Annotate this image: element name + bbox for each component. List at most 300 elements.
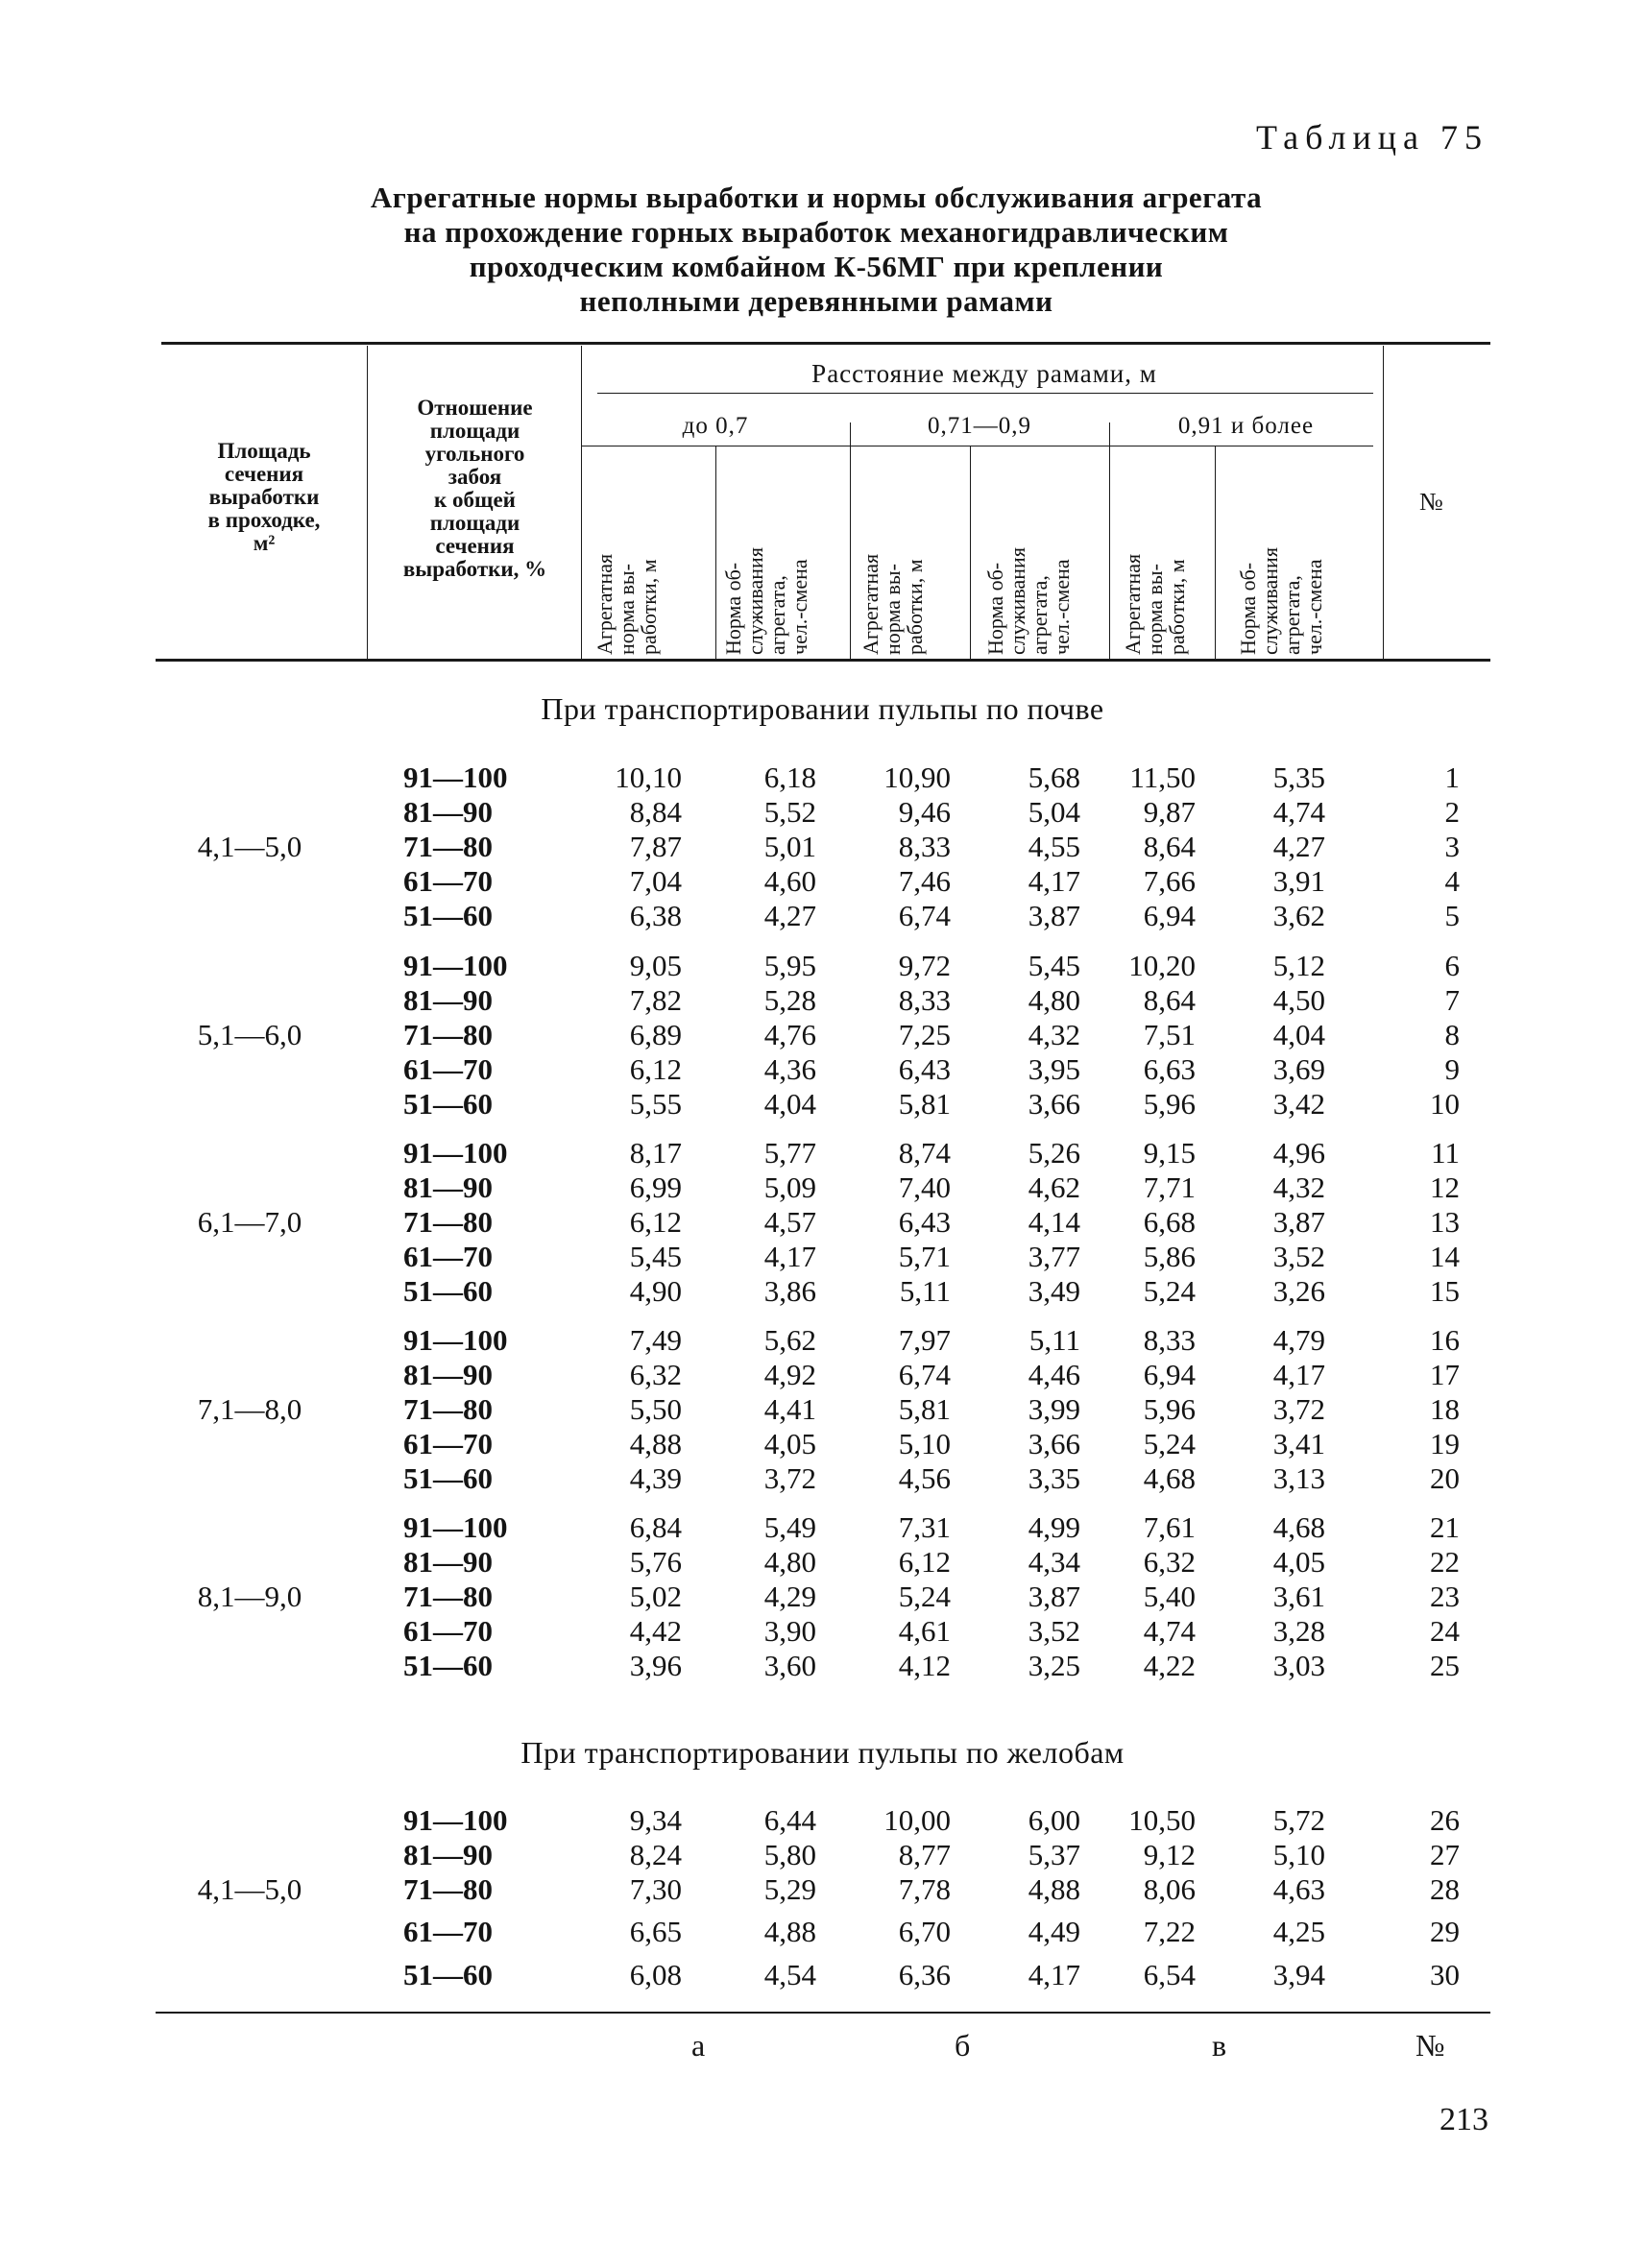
value-cell: 5,09 — [763, 1170, 816, 1204]
value-cell: 3,42 — [1272, 1087, 1325, 1121]
value-cell: 6,43 — [898, 1205, 951, 1239]
value-cell: 3,99 — [1028, 1392, 1080, 1426]
value-cell: 4,55 — [1028, 830, 1080, 863]
value-cell: 7,04 — [629, 864, 682, 898]
table-row — [0, 1838, 1645, 1872]
value-cell: 4,80 — [763, 1545, 816, 1579]
value-cell: 4,49 — [1028, 1915, 1080, 1948]
value-cell: 8,74 — [898, 1136, 951, 1170]
value-cell: 4,76 — [763, 1018, 816, 1051]
row-number-cell: 18 — [1430, 1392, 1460, 1426]
ratio-cell: 51—60 — [403, 899, 493, 932]
value-cell: 5,28 — [763, 983, 816, 1017]
value-cell: 8,06 — [1143, 1872, 1196, 1906]
header-ratio: Отношение площади угольного забоя к общей площади сечения выработки, % — [402, 396, 547, 581]
value-cell: 5,24 — [1143, 1274, 1196, 1308]
value-cell: 4,80 — [1028, 983, 1080, 1017]
title-line-1: Агрегатные нормы выработки и нормы обслуживания агрегата — [370, 181, 1263, 214]
value-cell: 4,57 — [763, 1205, 816, 1239]
header-group-2: 0,71—0,9 — [928, 413, 1031, 439]
value-cell: 6,99 — [629, 1170, 682, 1204]
value-cell: 5,35 — [1272, 760, 1325, 794]
footer-label-a: а — [691, 2028, 706, 2063]
value-cell: 4,61 — [898, 1614, 951, 1648]
table-row — [0, 1136, 1645, 1170]
value-cell: 6,32 — [1143, 1545, 1196, 1579]
row-number-cell: 26 — [1430, 1803, 1460, 1837]
table-number: Таблица 75 — [1256, 118, 1488, 157]
table-row — [0, 983, 1645, 1018]
value-cell: 4,32 — [1272, 1170, 1325, 1204]
value-cell: 5,10 — [898, 1427, 951, 1460]
value-cell: 7,71 — [1143, 1170, 1196, 1204]
value-cell: 3,52 — [1028, 1614, 1080, 1648]
value-cell: 6,08 — [629, 1958, 682, 1991]
section-title: При транспортировании пульпы по почве — [541, 691, 1104, 726]
value-cell: 4,36 — [763, 1052, 816, 1086]
value-cell: 8,77 — [898, 1838, 951, 1871]
value-cell: 5,37 — [1028, 1838, 1080, 1871]
value-cell: 3,66 — [1028, 1087, 1080, 1121]
value-cell: 4,92 — [763, 1358, 816, 1391]
table-row — [0, 1614, 1645, 1649]
value-cell: 8,84 — [629, 795, 682, 829]
value-cell: 6,89 — [629, 1018, 682, 1051]
ratio-cell: 61—70 — [403, 1915, 493, 1948]
value-cell: 5,76 — [629, 1545, 682, 1579]
value-cell: 5,01 — [763, 830, 816, 863]
ratio-cell: 81—90 — [403, 1545, 493, 1579]
row-number-cell: 23 — [1430, 1580, 1460, 1613]
table-row — [0, 1240, 1645, 1274]
value-cell: 8,17 — [629, 1136, 682, 1170]
value-cell: 4,46 — [1028, 1358, 1080, 1391]
value-cell: 6,94 — [1143, 1358, 1196, 1391]
value-cell: 6,12 — [629, 1205, 682, 1239]
value-cell: 6,94 — [1143, 899, 1196, 932]
row-number-cell: 5 — [1444, 899, 1460, 932]
table-row — [0, 1087, 1645, 1122]
ratio-cell: 81—90 — [403, 1358, 493, 1391]
value-cell: 6,32 — [629, 1358, 682, 1391]
ratio-cell: 61—70 — [403, 1614, 493, 1648]
divider-no — [1383, 346, 1384, 659]
value-cell: 8,64 — [1143, 983, 1196, 1017]
ratio-cell: 81—90 — [403, 1838, 493, 1871]
table-row — [0, 1427, 1645, 1461]
value-cell: 6,63 — [1143, 1052, 1196, 1086]
value-cell: 5,96 — [1143, 1087, 1196, 1121]
value-cell: 4,68 — [1272, 1510, 1325, 1544]
ratio-cell: 81—90 — [403, 795, 493, 829]
page-number: 213 — [1439, 2102, 1488, 2137]
area-label: 4,1—5,0 — [197, 830, 302, 863]
value-cell: 5,80 — [763, 1838, 816, 1871]
value-cell: 8,33 — [898, 830, 951, 863]
header-rate-1: Агрегатная норма вы- работки, м — [593, 553, 661, 655]
value-cell: 5,04 — [1028, 795, 1080, 829]
header-no: № — [1419, 488, 1443, 516]
row-number-cell: 10 — [1430, 1087, 1460, 1121]
value-cell: 9,12 — [1143, 1838, 1196, 1871]
value-cell: 7,61 — [1143, 1510, 1196, 1544]
value-cell: 3,60 — [763, 1649, 816, 1682]
value-cell: 5,10 — [1272, 1838, 1325, 1871]
value-cell: 5,29 — [763, 1872, 816, 1906]
value-cell: 3,62 — [1272, 899, 1325, 932]
table-row — [0, 1358, 1645, 1392]
ratio-cell: 51—60 — [403, 1649, 493, 1682]
area-label: 4,1—5,0 — [197, 1872, 302, 1906]
value-cell: 4,56 — [898, 1461, 951, 1495]
table-row — [0, 1510, 1645, 1545]
value-cell: 5,40 — [1143, 1580, 1196, 1613]
value-cell: 4,22 — [1143, 1649, 1196, 1682]
value-cell: 5,62 — [763, 1323, 816, 1357]
value-cell: 4,04 — [1272, 1018, 1325, 1051]
ratio-cell: 71—80 — [403, 1018, 493, 1051]
row-number-cell: 9 — [1444, 1052, 1460, 1086]
value-cell: 3,69 — [1272, 1052, 1325, 1086]
row-number-cell: 16 — [1430, 1323, 1460, 1357]
divider-col-5 — [1215, 446, 1216, 659]
value-cell: 7,82 — [629, 983, 682, 1017]
ratio-cell: 91—100 — [403, 1803, 508, 1837]
value-cell: 4,88 — [763, 1915, 816, 1948]
value-cell: 3,25 — [1028, 1649, 1080, 1682]
ratio-cell: 91—100 — [403, 1323, 508, 1357]
value-cell: 6,00 — [1028, 1803, 1080, 1837]
row-number-cell: 20 — [1430, 1461, 1460, 1495]
row-number-cell: 25 — [1430, 1649, 1460, 1682]
value-cell: 3,03 — [1272, 1649, 1325, 1682]
value-cell: 10,10 — [615, 760, 682, 794]
table-row — [0, 899, 1645, 933]
value-cell: 10,90 — [883, 760, 951, 794]
footer-label-v: в — [1212, 2028, 1227, 2063]
divider-group-2 — [1109, 422, 1110, 659]
value-cell: 7,78 — [898, 1872, 951, 1906]
value-cell: 6,74 — [898, 1358, 951, 1391]
value-cell: 7,49 — [629, 1323, 682, 1357]
row-number-cell: 7 — [1444, 983, 1460, 1017]
table-row — [0, 1545, 1645, 1580]
value-cell: 8,33 — [1143, 1323, 1196, 1357]
header-rate-3: Агрегатная норма вы- работки, м — [1121, 553, 1189, 655]
value-cell: 5,49 — [763, 1510, 816, 1544]
row-number-cell: 24 — [1430, 1614, 1460, 1648]
value-cell: 9,87 — [1143, 795, 1196, 829]
ratio-cell: 51—60 — [403, 1461, 493, 1495]
value-cell: 6,36 — [898, 1958, 951, 1991]
row-number-cell: 12 — [1430, 1170, 1460, 1204]
title-line-3: проходческим комбайном К-56МГ при креплении — [469, 250, 1164, 283]
value-cell: 5,77 — [763, 1136, 816, 1170]
value-cell: 3,49 — [1028, 1274, 1080, 1308]
bottom-rule — [156, 2012, 1490, 2014]
value-cell: 4,68 — [1143, 1461, 1196, 1495]
row-number-cell: 3 — [1444, 830, 1460, 863]
value-cell: 5,71 — [898, 1240, 951, 1273]
value-cell: 8,64 — [1143, 830, 1196, 863]
value-cell: 5,12 — [1272, 949, 1325, 982]
value-cell: 4,05 — [763, 1427, 816, 1460]
value-cell: 7,46 — [898, 864, 951, 898]
top-rule — [161, 342, 1490, 345]
table-row — [0, 864, 1645, 899]
value-cell: 7,30 — [629, 1872, 682, 1906]
value-cell: 4,17 — [1272, 1358, 1325, 1391]
value-cell: 5,24 — [898, 1580, 951, 1613]
table-row — [0, 1580, 1645, 1614]
ratio-cell: 51—60 — [403, 1274, 493, 1308]
value-cell: 3,28 — [1272, 1614, 1325, 1648]
value-cell: 6,12 — [629, 1052, 682, 1086]
ratio-cell: 71—80 — [403, 1580, 493, 1613]
value-cell: 5,50 — [629, 1392, 682, 1426]
value-cell: 5,26 — [1028, 1136, 1080, 1170]
header-rate-2: Агрегатная норма вы- работки, м — [859, 553, 927, 655]
value-cell: 5,96 — [1143, 1392, 1196, 1426]
value-cell: 3,91 — [1272, 864, 1325, 898]
ratio-cell: 71—80 — [403, 1392, 493, 1426]
value-cell: 4,14 — [1028, 1205, 1080, 1239]
ratio-cell: 61—70 — [403, 864, 493, 898]
value-cell: 4,12 — [898, 1649, 951, 1682]
value-cell: 4,60 — [763, 864, 816, 898]
area-label: 5,1—6,0 — [197, 1018, 302, 1051]
row-number-cell: 14 — [1430, 1240, 1460, 1273]
value-cell: 5,11 — [1028, 1323, 1080, 1357]
section-title: При транспортировании пульпы по желобам — [520, 1735, 1125, 1770]
row-number-cell: 8 — [1444, 1018, 1460, 1051]
value-cell: 5,68 — [1028, 760, 1080, 794]
value-cell: 3,87 — [1028, 1580, 1080, 1613]
value-cell: 9,05 — [629, 949, 682, 982]
value-cell: 3,61 — [1272, 1580, 1325, 1613]
value-cell: 10,20 — [1128, 949, 1196, 982]
value-cell: 3,96 — [629, 1649, 682, 1682]
value-cell: 7,66 — [1143, 864, 1196, 898]
value-cell: 5,86 — [1143, 1240, 1196, 1273]
divider-col-1 — [715, 446, 716, 659]
table-row — [0, 1018, 1645, 1052]
value-cell: 3,94 — [1272, 1958, 1325, 1991]
value-cell: 3,90 — [763, 1614, 816, 1648]
value-cell: 3,87 — [1272, 1205, 1325, 1239]
value-cell: 4,42 — [629, 1614, 682, 1648]
ratio-cell: 71—80 — [403, 1205, 493, 1239]
value-cell: 4,34 — [1028, 1545, 1080, 1579]
value-cell: 3,77 — [1028, 1240, 1080, 1273]
table-row — [0, 760, 1645, 795]
header-service-2: Норма об- служивания агрегата, чел.-смена — [983, 547, 1074, 655]
table-row — [0, 830, 1645, 864]
value-cell: 4,17 — [1028, 864, 1080, 898]
value-cell: 4,99 — [1028, 1510, 1080, 1544]
value-cell: 4,90 — [629, 1274, 682, 1308]
distance-rule — [597, 393, 1373, 394]
value-cell: 4,74 — [1272, 795, 1325, 829]
row-number-cell: 21 — [1430, 1510, 1460, 1544]
value-cell: 5,02 — [629, 1580, 682, 1613]
ratio-cell: 61—70 — [403, 1240, 493, 1273]
value-cell: 3,13 — [1272, 1461, 1325, 1495]
title-line-2: на прохождение горных выработок механогидравлическим — [403, 215, 1229, 249]
value-cell: 3,95 — [1028, 1052, 1080, 1086]
value-cell: 7,22 — [1143, 1915, 1196, 1948]
table-row — [0, 1392, 1645, 1427]
value-cell: 5,95 — [763, 949, 816, 982]
area-label: 6,1—7,0 — [197, 1205, 302, 1239]
header-distance: Расстояние между рамами, м — [811, 359, 1157, 388]
row-number-cell: 13 — [1430, 1205, 1460, 1239]
value-cell: 6,74 — [898, 899, 951, 932]
value-cell: 7,87 — [629, 830, 682, 863]
value-cell: 3,87 — [1028, 899, 1080, 932]
value-cell: 9,46 — [898, 795, 951, 829]
value-cell: 4,17 — [763, 1240, 816, 1273]
value-cell: 4,39 — [629, 1461, 682, 1495]
value-cell: 4,27 — [763, 899, 816, 932]
value-cell: 4,41 — [763, 1392, 816, 1426]
ratio-cell: 91—100 — [403, 949, 508, 982]
value-cell: 5,81 — [898, 1087, 951, 1121]
value-cell: 4,96 — [1272, 1136, 1325, 1170]
value-cell: 5,55 — [629, 1087, 682, 1121]
ratio-cell: 91—100 — [403, 1136, 508, 1170]
ratio-cell: 91—100 — [403, 1510, 508, 1544]
value-cell: 6,54 — [1143, 1958, 1196, 1991]
value-cell: 4,27 — [1272, 830, 1325, 863]
header-bottom-rule — [156, 659, 1490, 662]
row-number-cell: 1 — [1444, 760, 1460, 794]
table-row — [0, 1958, 1645, 1992]
table-row — [0, 1274, 1645, 1309]
row-number-cell: 29 — [1430, 1915, 1460, 1948]
value-cell: 6,68 — [1143, 1205, 1196, 1239]
value-cell: 4,88 — [629, 1427, 682, 1460]
value-cell: 3,72 — [1272, 1392, 1325, 1426]
header-service-3: Норма об- служивания агрегата, чел.-смена — [1236, 547, 1326, 655]
value-cell: 4,74 — [1143, 1614, 1196, 1648]
divider-col-3 — [970, 446, 971, 659]
ratio-cell: 61—70 — [403, 1427, 493, 1460]
footer-label-b: б — [955, 2028, 971, 2063]
row-number-cell: 2 — [1444, 795, 1460, 829]
title-line-4: неполными деревянными рамами — [579, 284, 1053, 318]
ratio-cell: 71—80 — [403, 830, 493, 863]
value-cell: 6,70 — [898, 1915, 951, 1948]
ratio-cell: 51—60 — [403, 1958, 493, 1991]
value-cell: 3,26 — [1272, 1274, 1325, 1308]
row-number-cell: 27 — [1430, 1838, 1460, 1871]
value-cell: 4,54 — [763, 1958, 816, 1991]
row-number-cell: 19 — [1430, 1427, 1460, 1460]
value-cell: 8,33 — [898, 983, 951, 1017]
area-label: 8,1—9,0 — [197, 1580, 302, 1613]
value-cell: 3,52 — [1272, 1240, 1325, 1273]
value-cell: 3,72 — [763, 1461, 816, 1495]
value-cell: 9,72 — [898, 949, 951, 982]
value-cell: 4,62 — [1028, 1170, 1080, 1204]
value-cell: 7,97 — [898, 1323, 951, 1357]
table-row — [0, 949, 1645, 983]
row-number-cell: 30 — [1430, 1958, 1460, 1991]
value-cell: 4,04 — [763, 1087, 816, 1121]
row-number-cell: 6 — [1444, 949, 1460, 982]
value-cell: 6,38 — [629, 899, 682, 932]
header-group-1: до 0,7 — [682, 413, 749, 439]
value-cell: 6,44 — [763, 1803, 816, 1837]
header-group-3: 0,91 и более — [1177, 413, 1315, 439]
value-cell: 3,86 — [763, 1274, 816, 1308]
value-cell: 3,35 — [1028, 1461, 1080, 1495]
ratio-cell: 81—90 — [403, 1170, 493, 1204]
value-cell: 3,41 — [1272, 1427, 1325, 1460]
value-cell: 8,24 — [629, 1838, 682, 1871]
table-row — [0, 1803, 1645, 1838]
header-service-1: Норма об- служивания агрегата, чел.-смена — [721, 547, 811, 655]
value-cell: 6,65 — [629, 1915, 682, 1948]
value-cell: 6,43 — [898, 1052, 951, 1086]
value-cell: 4,32 — [1028, 1018, 1080, 1051]
row-number-cell: 17 — [1430, 1358, 1460, 1391]
value-cell: 9,15 — [1143, 1136, 1196, 1170]
value-cell: 4,05 — [1272, 1545, 1325, 1579]
value-cell: 6,18 — [763, 760, 816, 794]
row-number-cell: 28 — [1430, 1872, 1460, 1906]
value-cell: 5,24 — [1143, 1427, 1196, 1460]
value-cell: 7,31 — [898, 1510, 951, 1544]
value-cell: 4,79 — [1272, 1323, 1325, 1357]
divider-group-1 — [850, 422, 851, 659]
value-cell: 7,40 — [898, 1170, 951, 1204]
row-number-cell: 15 — [1430, 1274, 1460, 1308]
table-row — [0, 1461, 1645, 1496]
value-cell: 4,63 — [1272, 1872, 1325, 1906]
value-cell: 10,00 — [883, 1803, 951, 1837]
value-cell: 4,17 — [1028, 1958, 1080, 1991]
ratio-cell: 81—90 — [403, 983, 493, 1017]
table-row — [0, 1872, 1645, 1907]
table-row — [0, 1915, 1645, 1949]
table-row — [0, 1052, 1645, 1087]
row-number-cell: 11 — [1431, 1136, 1460, 1170]
value-cell: 4,88 — [1028, 1872, 1080, 1906]
row-number-cell: 4 — [1444, 864, 1460, 898]
value-cell: 5,52 — [763, 795, 816, 829]
value-cell: 4,25 — [1272, 1915, 1325, 1948]
value-cell: 3,66 — [1028, 1427, 1080, 1460]
value-cell: 4,50 — [1272, 983, 1325, 1017]
value-cell: 5,72 — [1272, 1803, 1325, 1837]
table-row — [0, 1649, 1645, 1683]
ratio-cell: 91—100 — [403, 760, 508, 794]
table-row — [0, 1323, 1645, 1358]
divider-area — [367, 346, 368, 659]
table-row — [0, 1170, 1645, 1205]
area-label: 7,1—8,0 — [197, 1392, 302, 1426]
value-cell: 11,50 — [1129, 760, 1196, 794]
value-cell: 7,51 — [1143, 1018, 1196, 1051]
value-cell: 7,25 — [898, 1018, 951, 1051]
value-cell: 5,45 — [1028, 949, 1080, 982]
value-cell: 5,11 — [899, 1274, 951, 1308]
table-row — [0, 1205, 1645, 1240]
footer-label-no: № — [1415, 2028, 1445, 2063]
value-cell: 10,50 — [1128, 1803, 1196, 1837]
